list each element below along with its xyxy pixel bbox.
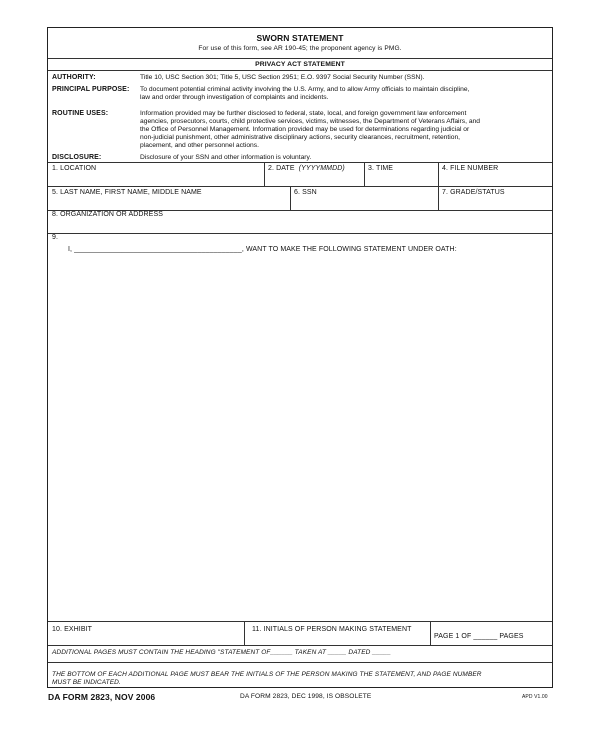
divider [48, 70, 552, 71]
privacy-heading: PRIVACY ACT STATEMENT [255, 61, 345, 68]
form-subtitle: For use of this form, see AR 190-45; the proponent agency is PMG. [198, 45, 402, 52]
time-label: 3. TIME [368, 165, 394, 172]
time-field[interactable] [365, 173, 438, 185]
initials-label: 11. INITIALS OF PERSON MAKING STATEMENT [252, 626, 412, 633]
divider [48, 58, 552, 59]
date-label-text: 2. DATE [268, 165, 295, 172]
disclosure-text: Disclosure of your SSN and other information is voluntary. [140, 154, 312, 161]
divider [48, 645, 552, 646]
grade-field[interactable] [439, 197, 552, 209]
form-title: SWORN STATEMENT [256, 33, 344, 43]
divider [48, 162, 552, 163]
routine-label: ROUTINE USES: [52, 110, 109, 117]
ssn-field[interactable] [291, 197, 438, 209]
routine-line-3: the Office of Personnel Management. Information provided may be used for determinations regarding judicial or [140, 126, 470, 133]
organization-label: 8. ORGANIZATION OR ADDRESS [52, 211, 163, 218]
initials-field[interactable] [245, 634, 430, 645]
authority-text: Title 10, USC Section 301; Title 5, USC Section 2951; E.O. 9397 Social Security Number (SSN). [140, 74, 425, 81]
additional-pages-note: ADDITIONAL PAGES MUST CONTAIN THE HEADING "STATEMENT OF______ TAKEN AT _____ DATED _____ [52, 649, 391, 656]
divider [48, 186, 552, 187]
page-count: PAGE 1 OF ______ PAGES [434, 633, 524, 640]
divider [48, 621, 552, 622]
divider [430, 621, 431, 645]
bottom-note-line-1: THE BOTTOM OF EACH ADDITIONAL PAGE MUST BEAR THE INITIALS OF THE PERSON MAKING THE STATEMENT, AND PAGE NUMBER [52, 671, 482, 678]
location-label: 1. LOCATION [52, 165, 97, 172]
oath-line [68, 246, 457, 253]
date-field[interactable] [265, 173, 364, 185]
grade-label: 7. GRADE/STATUS [442, 189, 505, 196]
organization-field[interactable] [48, 220, 552, 232]
form-id: DA FORM 2823, NOV 2006 [48, 692, 156, 702]
purpose-line-2: law and order through investigation of complaints and incidents. [140, 94, 329, 101]
file-number-label: 4. FILE NUMBER [442, 165, 499, 172]
exhibit-field[interactable] [48, 634, 244, 645]
ssn-label: 6. SSN [294, 189, 317, 196]
routine-line-4: non-judicial punishment, other administrative disciplinary actions, security clearances, recruitment, retention, [140, 134, 461, 141]
divider [48, 233, 552, 234]
routine-line-5: placement, and other personnel actions. [140, 142, 259, 149]
name-field[interactable] [48, 197, 290, 209]
routine-line-1: Information provided may be further disclosed to federal, state, local, and foreign government law enforcement [140, 110, 467, 117]
date-format-hint: (YYYYMMDD) [298, 165, 345, 172]
sworn-statement-form [47, 27, 553, 688]
divider [48, 662, 552, 663]
exhibit-label: 10. EXHIBIT [52, 626, 93, 633]
version-label: APD V1.00 [522, 694, 548, 700]
file-number-field[interactable] [439, 173, 552, 185]
authority-label: AUTHORITY: [52, 74, 96, 81]
item-9-label: 9. [52, 234, 59, 241]
oath-prefix: I, [68, 246, 73, 253]
location-field[interactable] [48, 173, 264, 185]
routine-line-2: agencies, prosecutors, courts, child protective services, victims, witnesses, the Department of Veterans Affairs, and [140, 118, 480, 125]
oath-name-blank[interactable]: __________________________________________ [74, 246, 242, 253]
statement-text-area[interactable] [52, 260, 548, 618]
date-label [268, 165, 345, 172]
disclosure-label: DISCLOSURE: [52, 154, 102, 161]
purpose-line-1: To document potential criminal activity involving the U.S. Army, and to allow Army officials to maintain discipline, [140, 86, 470, 93]
purpose-label: PRINCIPAL PURPOSE: [52, 86, 130, 93]
obsolete-notice: DA FORM 2823, DEC 1998, IS OBSOLETE [240, 693, 372, 700]
name-label: 5. LAST NAME, FIRST NAME, MIDDLE NAME [52, 189, 202, 196]
bottom-note-line-2: MUST BE INDICATED. [52, 679, 121, 686]
oath-suffix: , WANT TO MAKE THE FOLLOWING STATEMENT UNDER OATH: [241, 246, 457, 253]
